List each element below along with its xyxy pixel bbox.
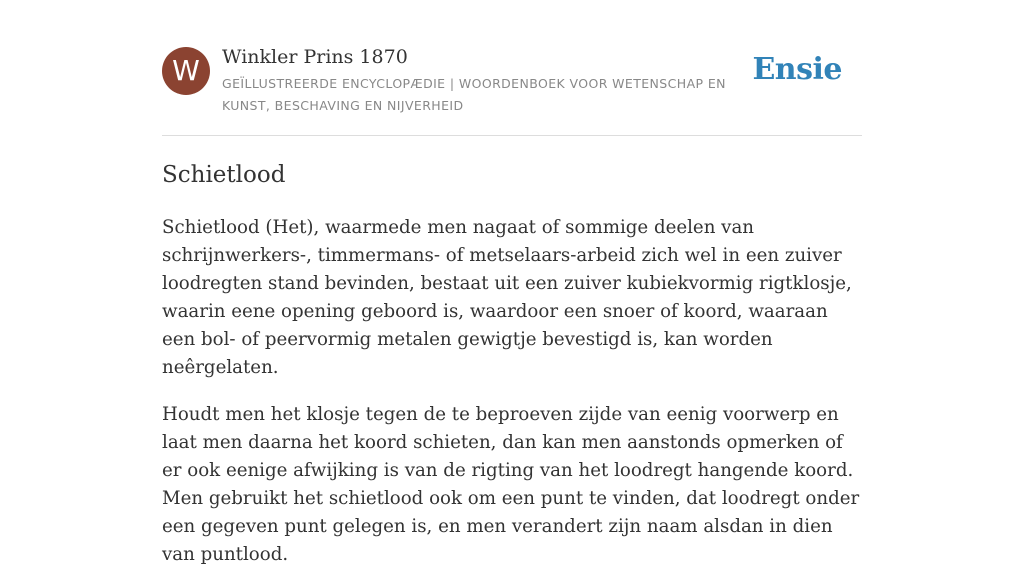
page (162, 0, 862, 569)
source-title-link[interactable]: Winkler Prins 1870 (222, 46, 408, 68)
ensie-logo[interactable]: Ensie (752, 52, 842, 87)
entry-title: Schietlood (162, 162, 286, 188)
source-avatar[interactable]: W (162, 47, 210, 95)
entry-paragraph-2: Houdt men het klosje tegen de te beproeven zijde van eenig voorwerp en laat men daarna het koord schieten, dan kan men aanstonds opmerken of er ook eenige afwijking is van de rigting van het loodregt hangende koord. Men gebruikt het schietlood ook om een punt te vinden, dat loodregt onder een gegeven punt gelegen is, en men verandert zijn naam alsdan in dien van puntlood. (162, 404, 860, 565)
source-header (162, 0, 862, 136)
source-subtitle: GEÏLLUSTREERDE ENCYCLOPÆDIE | WOORDENBOEK VOOR WETENSCHAP EN KUNST, BESCHAVING EN NIJVERHEID (222, 76, 726, 113)
entry-paragraph-1: Schietlood (Het), waarmede men nagaat of sommige deelen van schrijnwerkers-, timmermans- of metselaars-arbeid zich wel in een zuiver loodregten stand bevinden, bestaat uit een zuiver kubiekvormig rigtklosje, waarin eene opening geboord is, waardoor een snoer of koord, waaraan een bol- of peervormig metalen gewigtje bevestigd is, kan worden neêrgelaten. (162, 217, 852, 378)
